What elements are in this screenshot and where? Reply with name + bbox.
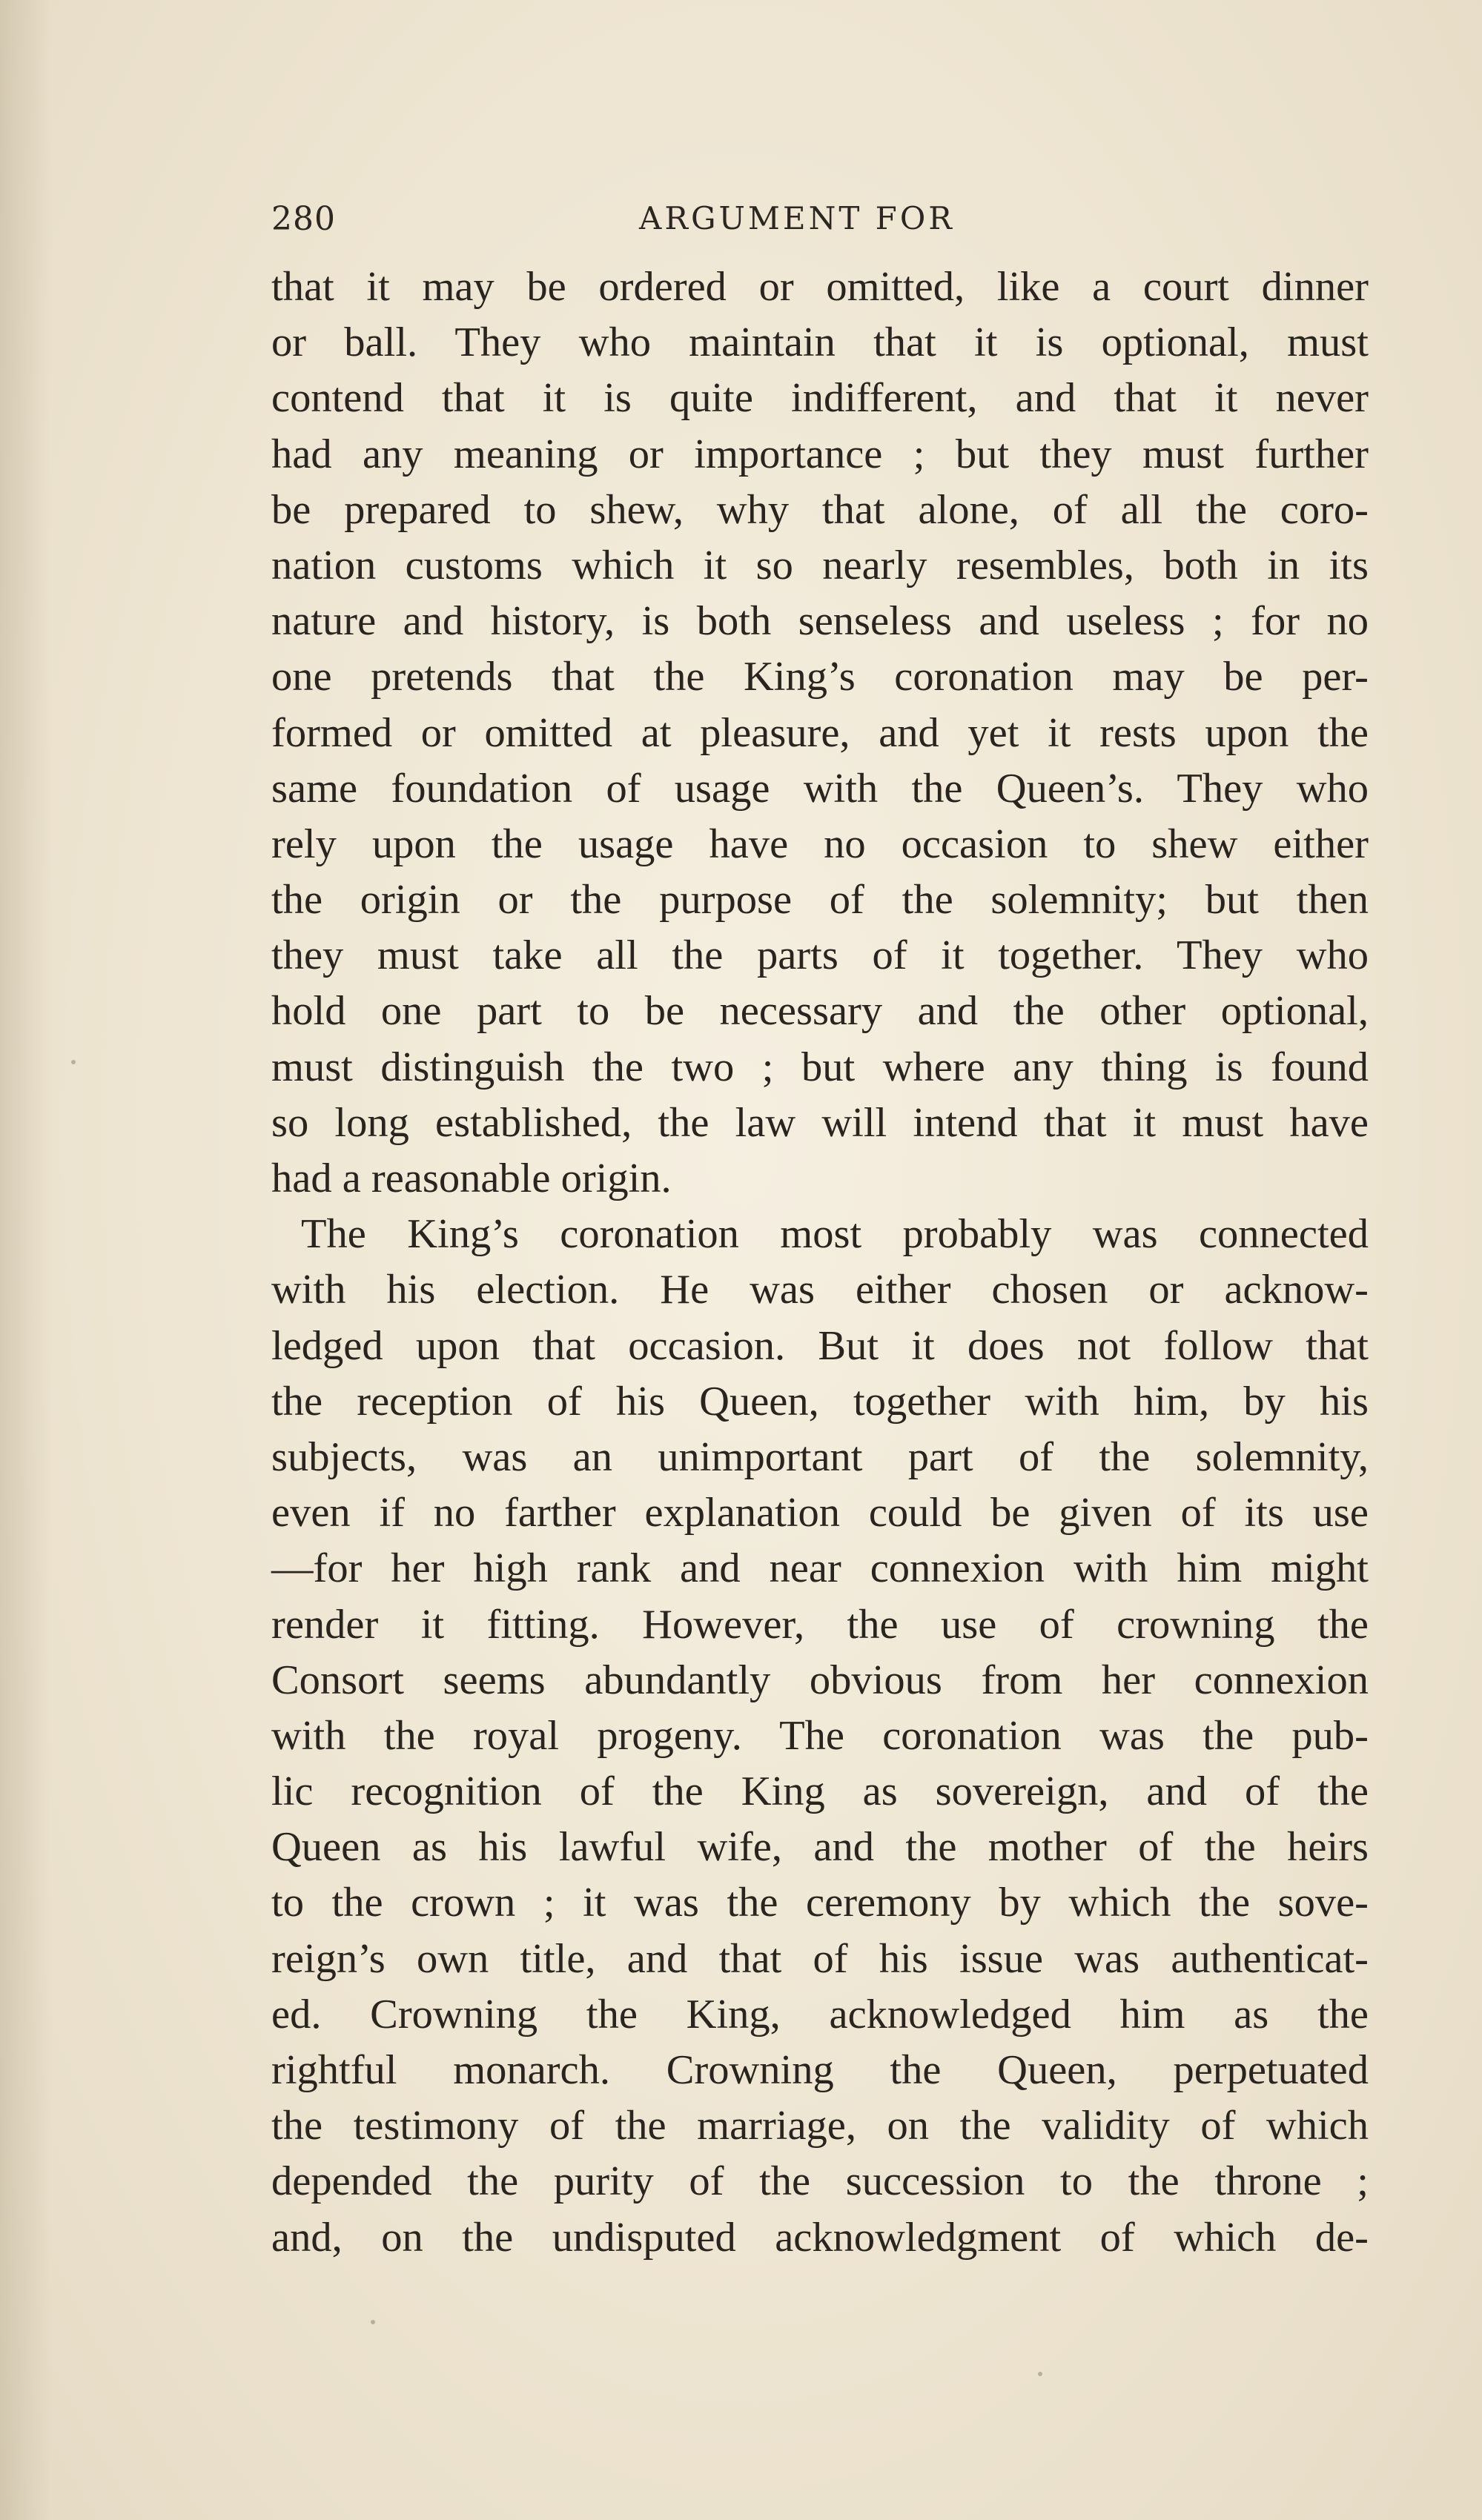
text-line: the origin or the purpose of the solemnity; but then [271, 877, 1369, 924]
text-line: had any meaning or importance ; but they must further [271, 431, 1369, 477]
gutter-shadow [0, 0, 52, 2520]
text-line: nation customs which it so nearly resembles, both in its [271, 542, 1369, 588]
text-line: the testimony of the marriage, on the validity of which [271, 2103, 1369, 2149]
text-line: ledged upon that occasion. But it does not follow that [271, 1322, 1369, 1369]
text-line: nature and history, is both senseless and useless ; for no [271, 598, 1369, 645]
text-line: hold one part to be necessary and the other optional, [271, 988, 1369, 1035]
text-line: even if no farther explanation could be given of its use [271, 1490, 1369, 1536]
text-line: or ball. They who maintain that it is optional, must [271, 319, 1369, 366]
text-line: one pretends that the King’s coronation may be per- [271, 654, 1369, 700]
running-head: ARGUMENT FOR [639, 200, 955, 236]
text-line: depended the purity of the succession to the throne ; [271, 2158, 1369, 2205]
text-line: lic recognition of the King as sovereign, and of the [271, 1768, 1369, 1815]
text-line: that it may be ordered or omitted, like a court dinner [271, 264, 1369, 310]
text-line: to the crown ; it was the ceremony by which the sove- [271, 1880, 1369, 1926]
body-text [271, 259, 1369, 2266]
text-line: the reception of his Queen, together with him, by his [271, 1378, 1369, 1425]
paragraph-2 [271, 1207, 1369, 2266]
text-line: reign’s own title, and that of his issue was authenticat- [271, 1935, 1369, 1982]
text-line: must distinguish the two ; but where any thing is found [271, 1044, 1369, 1090]
text-line: contend that it is quite indifferent, and that it never [271, 375, 1369, 422]
paper-speck [71, 1060, 76, 1064]
text-line: rightful monarch. Crowning the Queen, perpetuated [271, 2047, 1369, 2093]
page-number: 280 [271, 200, 336, 238]
text-line: Queen as his lawful wife, and the mother of the heirs [271, 1824, 1369, 1871]
text-line: render it fitting. However, the use of crowning the [271, 1601, 1369, 1648]
text-line: with his election. He was either chosen or acknow- [271, 1267, 1369, 1313]
paragraph-1 [271, 259, 1369, 1207]
text-line: The King’s coronation most probably was connected [301, 1211, 1369, 1258]
text-line: they must take all the parts of it together. They who [271, 932, 1369, 979]
text-line: rely upon the usage have no occasion to shew either [271, 820, 1369, 867]
paper-speck [371, 2320, 375, 2324]
text-line: subjects, was an unimportant part of the solemnity, [271, 1433, 1369, 1480]
text-line: —for her high rank and near connexion with him might [271, 1545, 1369, 1592]
text-line: be prepared to shew, why that alone, of all the coro- [271, 486, 1369, 533]
page-header [271, 200, 1369, 252]
text-line: same foundation of usage with the Queen’s. They who [271, 765, 1369, 812]
text-line: so long established, the law will intend that it must have [271, 1099, 1369, 1146]
text-line: ed. Crowning the King, acknowledged him as the [271, 1991, 1369, 2037]
paper-speck [1038, 2372, 1042, 2376]
text-line: with the royal progeny. The coronation was the pub- [271, 1712, 1369, 1759]
text-line: Consort seems abundantly obvious from her connexion [271, 1657, 1369, 1703]
text-line: formed or omitted at pleasure, and yet it rests upon the [271, 709, 1369, 756]
text-line: had a reasonable origin. [271, 1155, 672, 1201]
text-line: and, on the undisputed acknowledgment of which de- [271, 2214, 1369, 2261]
